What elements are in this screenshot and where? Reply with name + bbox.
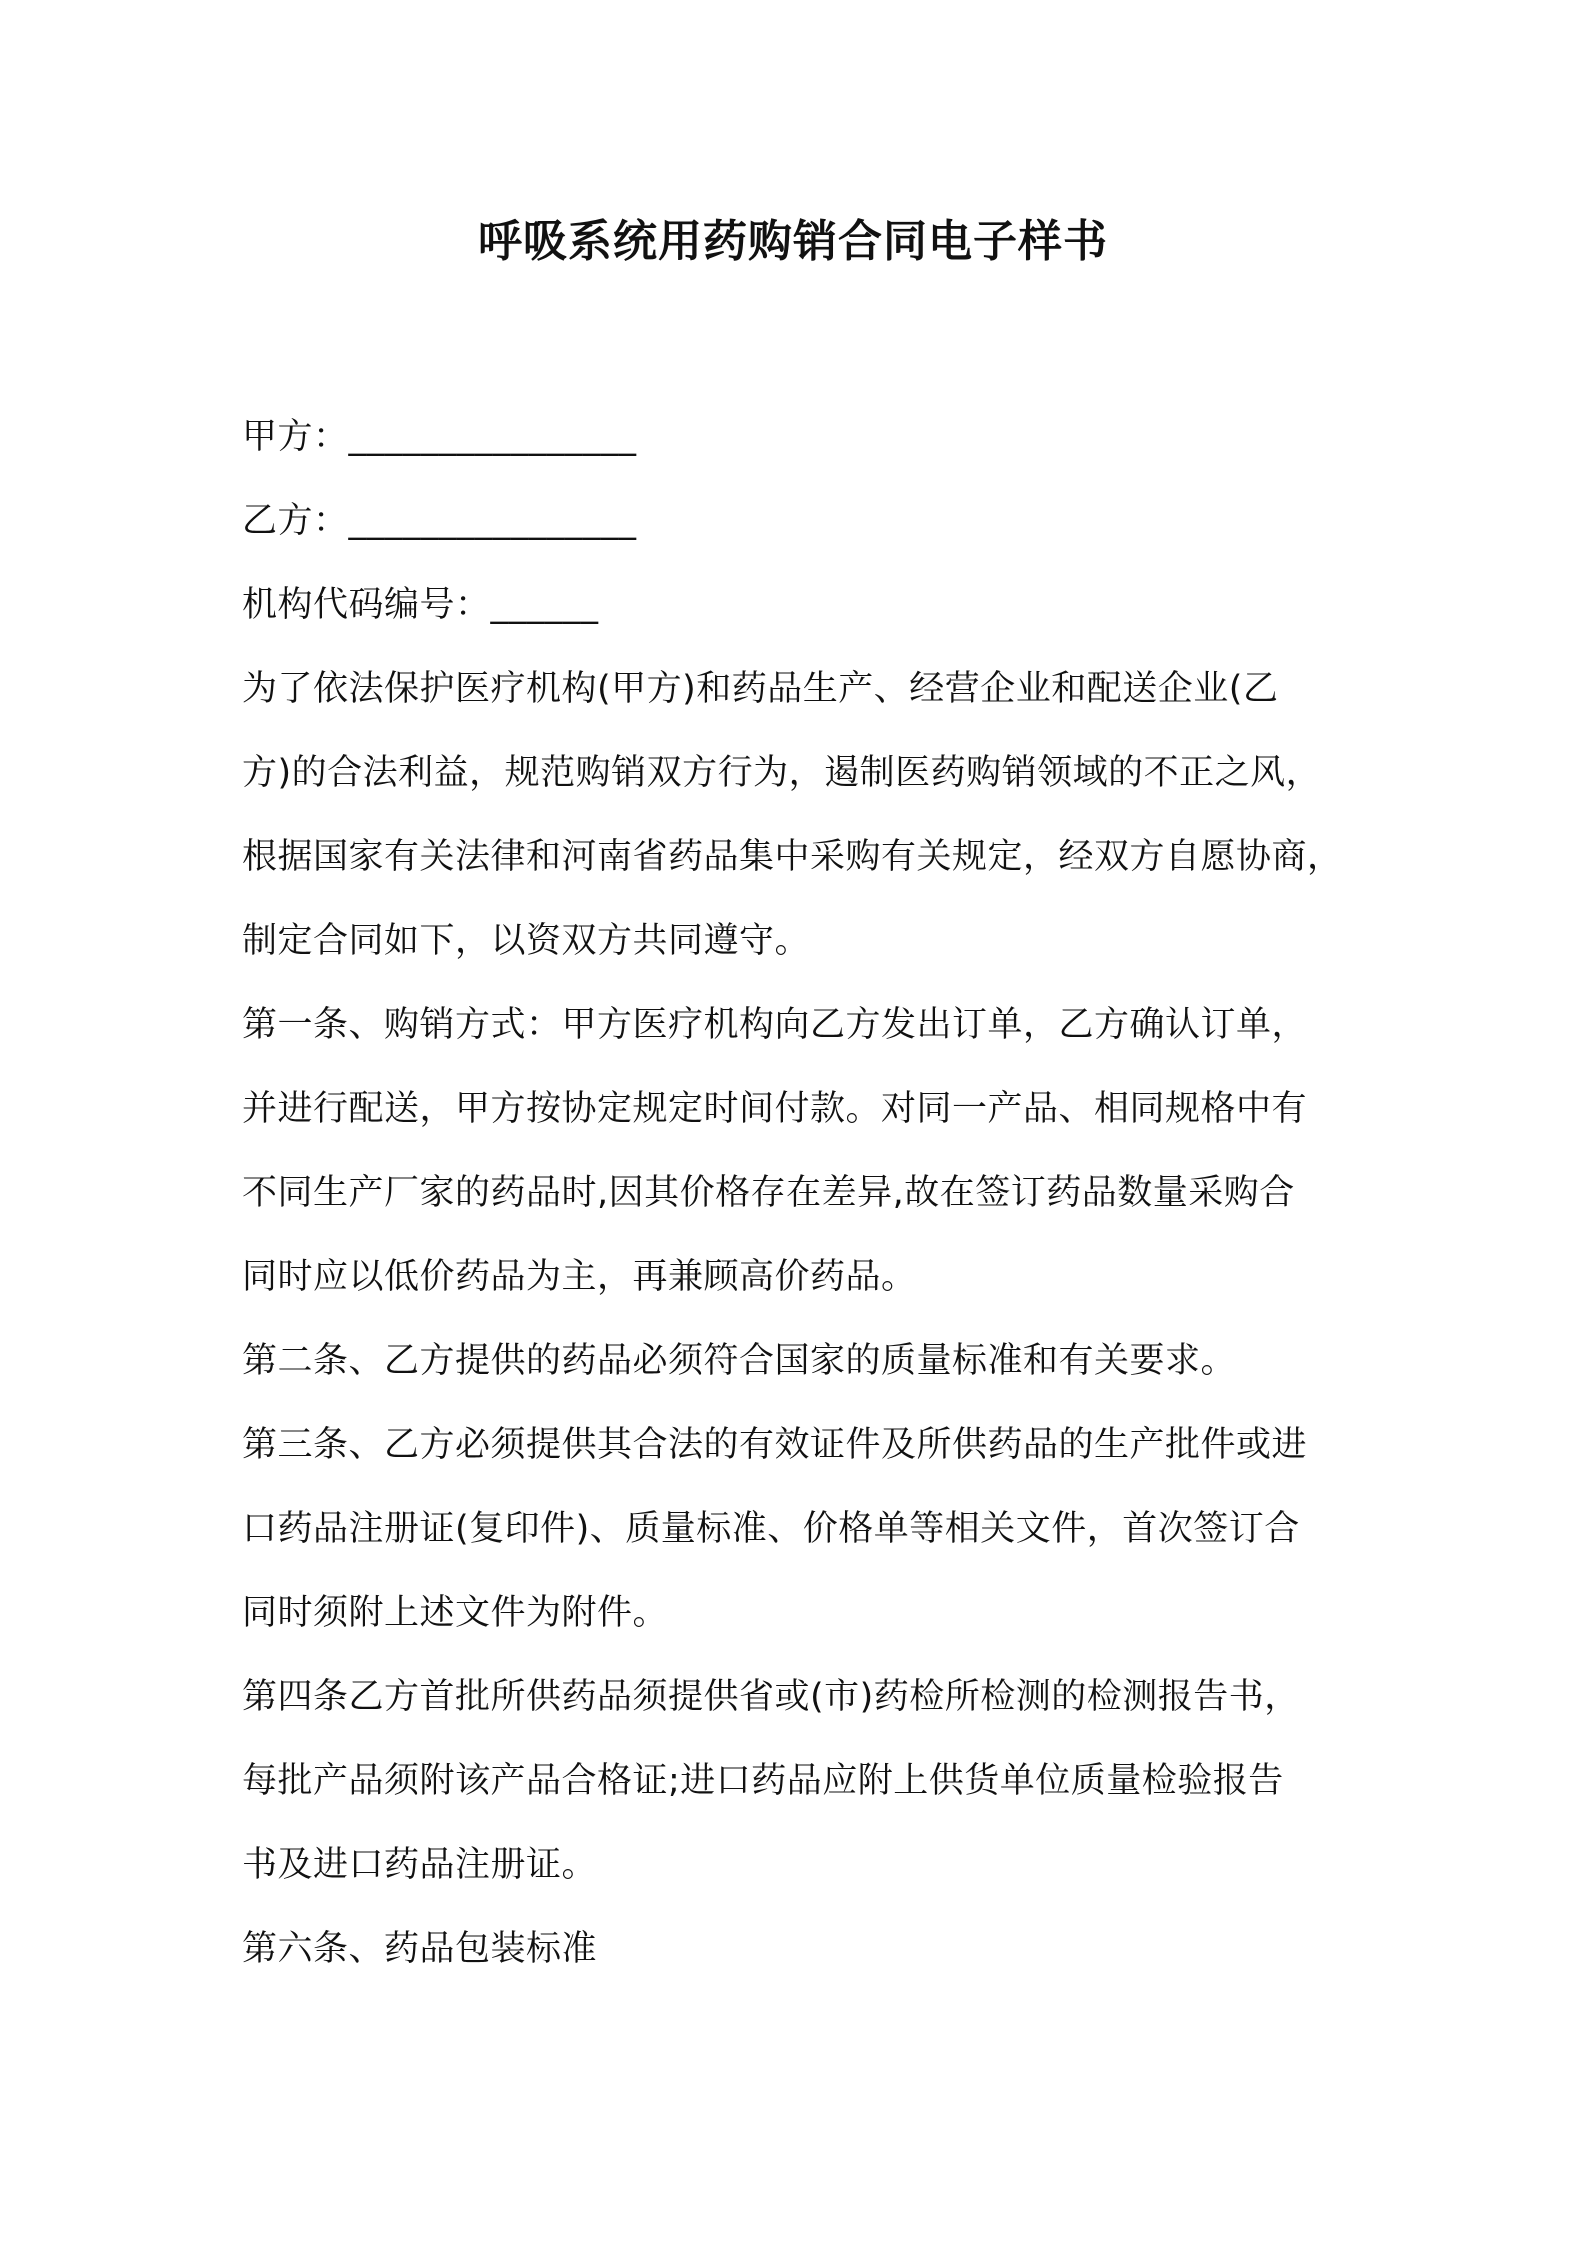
article-1-line-4: 同时应以低价药品为主，再兼顾高价药品。 <box>242 1257 917 1297</box>
preamble-line-2: 方)的合法利益，规范购销双方行为，遏制医药购销领域的不正之风， <box>242 753 1322 793</box>
article-2-line-1: 第二条、乙方提供的药品必须符合国家的质量标准和有关要求。 <box>242 1341 1237 1381</box>
party-b-line: 乙方：________________ <box>242 501 637 541</box>
article-1-line-2: 并进行配送，甲方按协定规定时间付款。对同一产品、相同规格中有 <box>242 1089 1308 1129</box>
document-title: 呼吸系统用药购销合同电子样书 <box>478 216 1108 267</box>
article-1-line-1: 第一条、购销方式：甲方医疗机构向乙方发出订单，乙方确认订单， <box>242 1005 1308 1045</box>
article-3-line-2: 口药品注册证(复印件)、质量标准、价格单等相关文件，首次签订合 <box>242 1509 1300 1549</box>
article-4-line-1: 第四条乙方首批所供药品须提供省或(市)药检所检测的检测报告书， <box>242 1677 1300 1717</box>
article-6-heading: 第六条、药品包装标准 <box>242 1929 598 1969</box>
article-4-line-3: 书及进口药品注册证。 <box>242 1845 598 1885</box>
preamble-line-3: 根据国家有关法律和河南省药品集中采购有关规定，经双方自愿协商， <box>242 837 1343 877</box>
article-4-line-2: 每批产品须附该产品合格证;进口药品应附上供货单位质量检验报告 <box>242 1761 1284 1801</box>
party-a-line: 甲方：________________ <box>242 417 637 457</box>
article-1-line-3: 不同生产厂家的药品时,因其价格存在差异,故在签订药品数量采购合 <box>242 1173 1295 1213</box>
institution-code-line: 机构代码编号：______ <box>242 585 599 625</box>
article-3-line-3: 同时须附上述文件为附件。 <box>242 1593 669 1633</box>
preamble-line-1: 为了依法保护医疗机构(甲方)和药品生产、经营企业和配送企业(乙 <box>242 669 1279 709</box>
article-3-line-1: 第三条、乙方必须提供其合法的有效证件及所供药品的生产批件或进 <box>242 1425 1308 1465</box>
preamble-line-4: 制定合同如下，以资双方共同遵守。 <box>242 921 811 961</box>
